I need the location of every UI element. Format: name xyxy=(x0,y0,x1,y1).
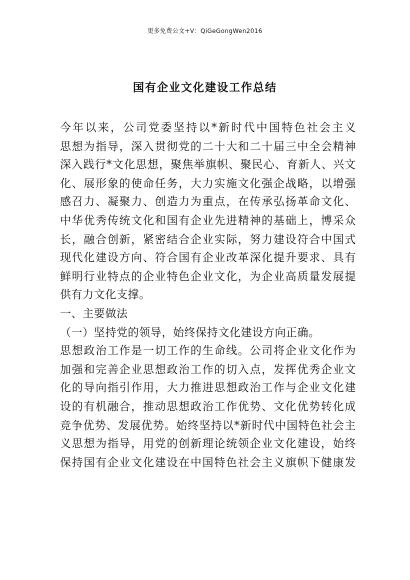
body-line: 化、展形象的使命任务，大力实施文化强企战略，以增强 xyxy=(60,176,356,190)
body-line: 长，融合创新，紧密结合企业实际，努力建设符合中国式 xyxy=(60,232,356,246)
body-line: 保持国有企业文化建设在中国特色社会主义旗帜下健康发 xyxy=(60,455,356,469)
body-line: 义思想为指导，用党的创新理论统领企业文化建设，始终 xyxy=(60,437,356,451)
body-line: 竞争优势、发展优势。始终坚持以*新时代中国特色社会主 xyxy=(60,418,356,432)
body-line: 化的导向指引作用，大力推进思想政治工作与企业文化建 xyxy=(60,381,356,395)
body-line: 一、主要做法 xyxy=(60,307,128,320)
body-line: 思想政治工作是一切工作的生命线。公司将企业文化作为 xyxy=(60,344,356,358)
body-line: 供有力文化支撑。 xyxy=(60,288,151,302)
body-line: 鲜明行业特点的企业特色企业文化，为企业高质量发展提 xyxy=(60,269,356,283)
body-line: 现代化建设方向、符合国有企业改革深化提升要求、具有 xyxy=(60,251,356,265)
body-line: 感召力、凝聚力、创造力为重点，在传承弘扬革命文化、 xyxy=(60,195,356,209)
body-line: 中华优秀传统文化和国有企业先进精神的基础上，博采众 xyxy=(60,214,356,227)
body-line: 思想为指导，深入贯彻党的二十大和二十届三中全会精神 xyxy=(60,139,356,153)
body-line: 深入践行*文化思想，聚焦举旗帜、聚民心、育新人、兴文 xyxy=(60,158,356,172)
body-line: （一）坚持党的领导，始终保持文化建设方向正确。 xyxy=(60,325,320,339)
document-title: 国有企业文化建设工作总结 xyxy=(133,81,277,94)
body-line: 加强和完善企业思想政治工作的切入点，发挥优秀企业文 xyxy=(60,362,356,376)
body-line: 今年以来，公司党委坚持以*新时代中国特色社会主义 xyxy=(60,121,356,134)
page-header: 更多免费公文+V：QiGeGongWen2016 xyxy=(147,28,263,35)
body-line: 设的有机融合，推动思想政治工作优势、文化优势转化成 xyxy=(60,400,356,413)
